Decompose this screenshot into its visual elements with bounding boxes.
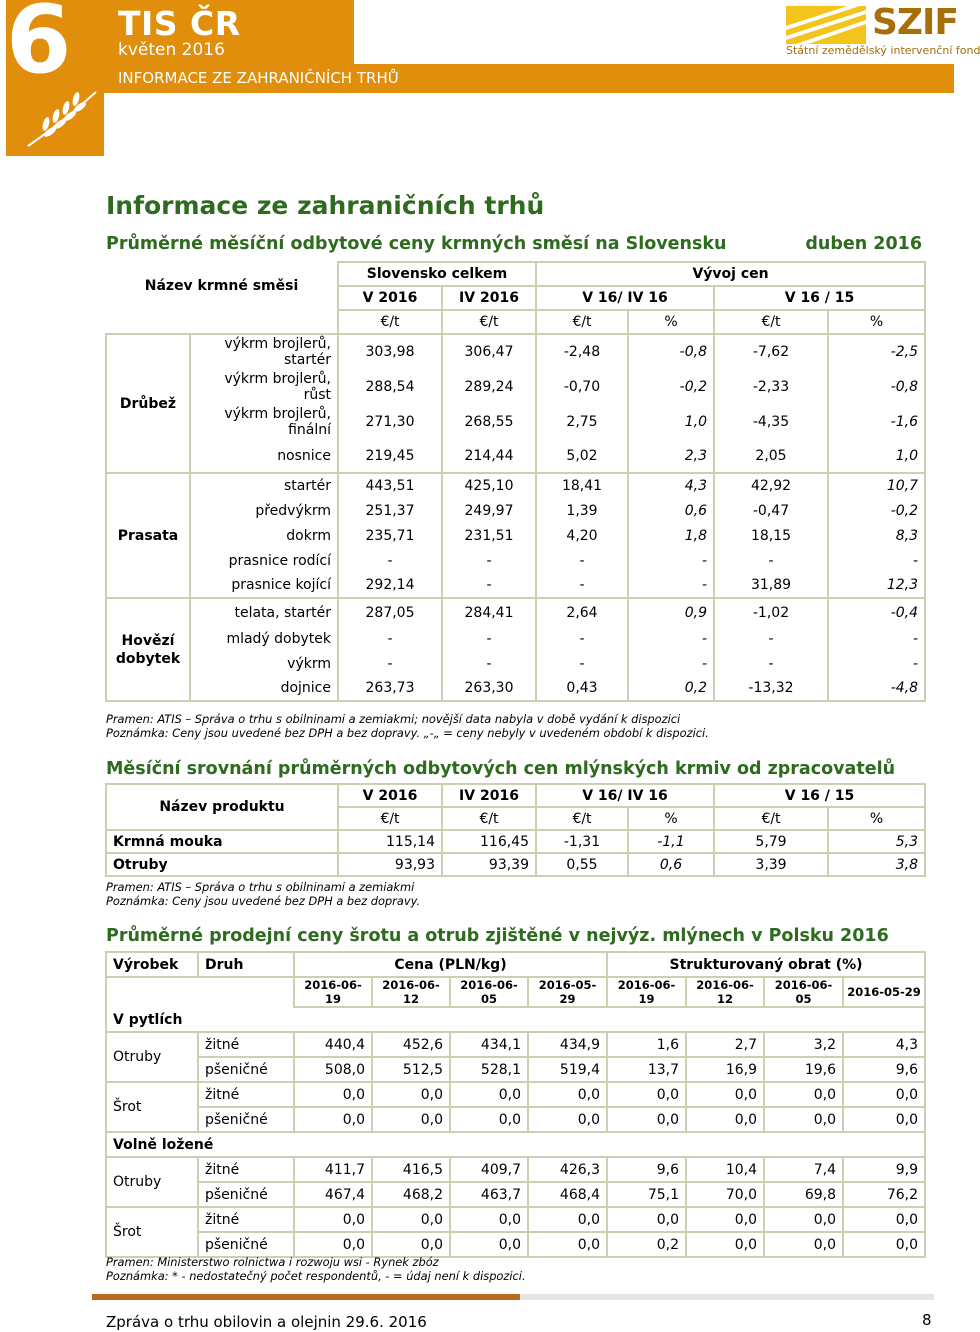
table-row xyxy=(106,1032,925,1057)
value-cell: 288,54 xyxy=(338,369,442,404)
szif-logo-text: SZIF xyxy=(872,2,959,43)
unit-cell: % xyxy=(628,310,714,334)
wheat-icon xyxy=(20,84,100,154)
unit-cell: % xyxy=(628,807,714,830)
value-cell: 468,4 xyxy=(528,1182,607,1207)
value-cell: 426,3 xyxy=(528,1157,607,1182)
value-cell: -0,8 xyxy=(828,369,925,404)
feed-name: prasnice rodící xyxy=(190,548,338,573)
value-cell: -4,35 xyxy=(714,404,828,439)
value-cell: 31,89 xyxy=(714,573,828,598)
value-cell: 0,0 xyxy=(686,1232,764,1257)
col-v16v15-header: V 16 / 15 xyxy=(714,286,925,310)
category-label: Volně ložené xyxy=(106,1132,925,1157)
type-label: žitné xyxy=(198,1157,294,1182)
type-label: pšeničné xyxy=(198,1107,294,1132)
value-cell: 0,0 xyxy=(294,1232,372,1257)
value-cell: - xyxy=(442,548,536,573)
value-cell: 1,8 xyxy=(628,523,714,548)
value-cell: 411,7 xyxy=(294,1157,372,1182)
value-cell: 0,0 xyxy=(372,1082,450,1107)
header-title: TIS ČR xyxy=(118,4,241,43)
value-cell: 268,55 xyxy=(442,404,536,439)
value-cell: - xyxy=(828,626,925,651)
unit-cell: €/t xyxy=(714,310,828,334)
value-cell: 0,0 xyxy=(372,1107,450,1132)
group-label-drubez: Drůbež xyxy=(106,334,190,473)
date-header: 2016-06-05 xyxy=(450,977,528,1007)
feed-prices-table xyxy=(105,261,926,702)
table-row xyxy=(106,473,925,498)
product-label: Otruby xyxy=(106,1032,198,1082)
feed-name: předvýkrm xyxy=(190,498,338,523)
value-cell: 2,05 xyxy=(714,439,828,473)
value-cell: 235,71 xyxy=(338,523,442,548)
value-cell: 3,8 xyxy=(828,853,925,876)
header-subtitle: květen 2016 xyxy=(118,40,225,60)
value-cell: 0,6 xyxy=(628,853,714,876)
value-cell: 18,41 xyxy=(536,473,628,498)
value-cell: - xyxy=(442,626,536,651)
value-cell: - xyxy=(536,651,628,676)
feed-name: výkrm brojlerů, finální xyxy=(190,404,338,439)
table-row xyxy=(106,548,925,573)
value-cell: - xyxy=(628,548,714,573)
value-cell: 519,4 xyxy=(528,1057,607,1082)
date-header: 2016-06-19 xyxy=(294,977,372,1007)
source-note: Pramen: ATIS – Správa o trhu s obilninami a zemiakmi; novější data nabyla v době vydání k dispozici xyxy=(106,712,681,726)
value-cell: -0,47 xyxy=(714,498,828,523)
value-cell: -7,62 xyxy=(714,334,828,369)
value-cell: -0,2 xyxy=(628,369,714,404)
table-row xyxy=(106,1082,925,1107)
value-cell: 1,6 xyxy=(607,1032,686,1057)
value-cell: 287,05 xyxy=(338,598,442,626)
col-header: V 16/ IV 16 xyxy=(536,784,714,807)
value-cell: 3,2 xyxy=(764,1032,843,1057)
table-row xyxy=(106,404,925,439)
value-cell: 219,45 xyxy=(338,439,442,473)
value-cell: 306,47 xyxy=(442,334,536,369)
unit-cell: % xyxy=(828,807,925,830)
value-cell: 0,0 xyxy=(528,1082,607,1107)
feed-name: nosnice xyxy=(190,439,338,473)
value-cell: 0,2 xyxy=(607,1232,686,1257)
value-cell: 5,79 xyxy=(714,830,828,853)
value-cell: 3,39 xyxy=(714,853,828,876)
table-row xyxy=(106,676,925,701)
value-cell: -2,33 xyxy=(714,369,828,404)
value-cell: - xyxy=(628,626,714,651)
issue-number: 6 xyxy=(6,0,68,95)
product-name: Otruby xyxy=(106,853,338,876)
value-cell: 0,0 xyxy=(686,1207,764,1232)
value-cell: 440,4 xyxy=(294,1032,372,1057)
value-cell: 0,0 xyxy=(607,1107,686,1132)
col-product-header: Výrobek xyxy=(106,952,198,977)
value-cell: 0,0 xyxy=(450,1232,528,1257)
product-label: Otruby xyxy=(106,1157,198,1207)
value-cell: 0,0 xyxy=(372,1232,450,1257)
value-cell: -0,70 xyxy=(536,369,628,404)
section3-title: Průměrné prodejní ceny šrotu a otrub zjištěné v nejvýz. mlýnech v Polsku 2016 xyxy=(106,926,889,946)
feed-name: mladý dobytek xyxy=(190,626,338,651)
group-label-prasata: Prasata xyxy=(106,473,190,598)
table-row xyxy=(106,523,925,548)
value-cell: 76,2 xyxy=(843,1182,925,1207)
value-cell: 214,44 xyxy=(442,439,536,473)
unit-cell: €/t xyxy=(536,310,628,334)
page-number: 8 xyxy=(922,1311,932,1329)
type-label: žitné xyxy=(198,1032,294,1057)
value-cell: 0,6 xyxy=(628,498,714,523)
value-cell: 9,9 xyxy=(843,1157,925,1182)
value-cell: - xyxy=(828,548,925,573)
value-cell: 8,3 xyxy=(828,523,925,548)
value-cell: 0,0 xyxy=(843,1082,925,1107)
type-label: žitné xyxy=(198,1082,294,1107)
table-row xyxy=(106,1207,925,1232)
mill-feed-table xyxy=(105,783,926,877)
unit-cell: % xyxy=(828,310,925,334)
feed-name: startér xyxy=(190,473,338,498)
table-row xyxy=(106,573,925,598)
source-note: Pramen: Ministerstwo rolnictwa i rozwoju wsi - Rynek zbóz xyxy=(106,1255,439,1269)
value-cell: 19,6 xyxy=(764,1057,843,1082)
value-cell: 528,1 xyxy=(450,1057,528,1082)
value-cell: 0,0 xyxy=(764,1232,843,1257)
col-price-header: Cena (PLN/kg) xyxy=(294,952,607,977)
value-cell: 69,8 xyxy=(764,1182,843,1207)
section1-period: duben 2016 xyxy=(805,234,922,254)
value-cell: 9,6 xyxy=(607,1157,686,1182)
feed-name: výkrm xyxy=(190,651,338,676)
group-label-hovezi: Hovězí dobytek xyxy=(106,598,190,701)
table-row xyxy=(106,1057,925,1082)
section2-title: Měsíční srovnání průměrných odbytových cen mlýnských krmiv od zpracovatelů xyxy=(106,759,896,779)
value-cell: 0,2 xyxy=(628,676,714,701)
value-cell: 452,6 xyxy=(372,1032,450,1057)
value-cell: 0,0 xyxy=(294,1082,372,1107)
table-row xyxy=(106,1182,925,1207)
value-cell: 0,0 xyxy=(528,1232,607,1257)
unit-cell: €/t xyxy=(338,310,442,334)
value-cell: 0,0 xyxy=(764,1107,843,1132)
value-cell: 93,39 xyxy=(442,853,536,876)
value-cell: 4,3 xyxy=(628,473,714,498)
value-cell: 0,0 xyxy=(450,1207,528,1232)
value-cell: 425,10 xyxy=(442,473,536,498)
value-cell: 0,0 xyxy=(607,1082,686,1107)
value-cell: 93,93 xyxy=(338,853,442,876)
value-cell: 0,0 xyxy=(450,1082,528,1107)
value-cell: -0,2 xyxy=(828,498,925,523)
col-v2016-header: V 2016 xyxy=(338,286,442,310)
col-dev-header: Vývoj cen xyxy=(536,262,925,286)
value-cell: 508,0 xyxy=(294,1057,372,1082)
col-header: V 2016 xyxy=(338,784,442,807)
value-cell: 0,0 xyxy=(764,1082,843,1107)
value-cell: 9,6 xyxy=(843,1057,925,1082)
value-cell: 512,5 xyxy=(372,1057,450,1082)
col-product-header: Název produktu xyxy=(106,784,338,830)
table-row xyxy=(106,1157,925,1182)
unit-cell: €/t xyxy=(714,807,828,830)
col-v16iv16-header: V 16/ IV 16 xyxy=(536,286,714,310)
value-cell: - xyxy=(536,573,628,598)
value-cell: - xyxy=(536,548,628,573)
value-cell: 263,73 xyxy=(338,676,442,701)
value-cell: - xyxy=(442,651,536,676)
value-cell: 0,0 xyxy=(528,1207,607,1232)
value-cell: 434,1 xyxy=(450,1032,528,1057)
value-cell: - xyxy=(714,626,828,651)
value-cell: -4,8 xyxy=(828,676,925,701)
value-cell: 0,43 xyxy=(536,676,628,701)
value-cell: 0,0 xyxy=(843,1107,925,1132)
table-row xyxy=(106,1232,925,1257)
value-cell: 0,0 xyxy=(843,1207,925,1232)
table-row xyxy=(106,830,925,853)
value-cell: 0,0 xyxy=(294,1207,372,1232)
product-label: Šrot xyxy=(106,1207,198,1257)
feed-name: výkrm brojlerů, startér xyxy=(190,334,338,369)
table-row xyxy=(106,1107,925,1132)
value-cell: 115,14 xyxy=(338,830,442,853)
remark-note: Poznámka: Ceny jsou uvedené bez DPH a bez dopravy. „-„ = ceny nebyly v uvedeném období k dispozici. xyxy=(106,726,709,740)
unit-cell: €/t xyxy=(536,807,628,830)
page-title: Informace ze zahraničních trhů xyxy=(106,191,545,220)
product-label: Šrot xyxy=(106,1082,198,1132)
type-label: žitné xyxy=(198,1207,294,1232)
col-name-header: Název krmné směsi xyxy=(144,278,299,294)
date-header: 2016-05-29 xyxy=(528,977,607,1007)
product-name: Krmná mouka xyxy=(106,830,338,853)
szif-logo-icon xyxy=(786,6,866,44)
footer-text: Zpráva o trhu obilovin a olejnin 29.6. 2016 xyxy=(106,1313,427,1331)
source-note: Pramen: ATIS – Správa o trhu s obilninami a zemiakmi xyxy=(106,880,415,894)
col-header: IV 2016 xyxy=(442,784,536,807)
category-label: V pytlích xyxy=(106,1007,925,1032)
value-cell: 10,7 xyxy=(828,473,925,498)
value-cell: -1,02 xyxy=(714,598,828,626)
feed-name: prasnice kojící xyxy=(190,573,338,598)
value-cell: 284,41 xyxy=(442,598,536,626)
section1-title: Průměrné měsíční odbytové ceny krmných směsí na Slovensku xyxy=(106,234,727,254)
value-cell: 0,0 xyxy=(843,1232,925,1257)
value-cell: 1,39 xyxy=(536,498,628,523)
value-cell: 10,4 xyxy=(686,1157,764,1182)
poland-prices-table xyxy=(105,951,926,1258)
value-cell: 0,0 xyxy=(607,1207,686,1232)
date-header: 2016-05-29 xyxy=(843,977,925,1007)
value-cell: -13,32 xyxy=(714,676,828,701)
value-cell: 12,3 xyxy=(828,573,925,598)
table-row xyxy=(106,334,925,369)
value-cell: 42,92 xyxy=(714,473,828,498)
table-row xyxy=(106,651,925,676)
value-cell: 251,37 xyxy=(338,498,442,523)
value-cell: - xyxy=(536,626,628,651)
feed-name: výkrm brojlerů, růst xyxy=(190,369,338,404)
value-cell: 116,45 xyxy=(442,830,536,853)
value-cell: 463,7 xyxy=(450,1182,528,1207)
value-cell: 75,1 xyxy=(607,1182,686,1207)
value-cell: - xyxy=(338,548,442,573)
col-header: V 16 / 15 xyxy=(714,784,925,807)
footer-bar-light xyxy=(520,1294,934,1300)
value-cell: -0,4 xyxy=(828,598,925,626)
value-cell: 2,3 xyxy=(628,439,714,473)
table-row xyxy=(106,598,925,626)
value-cell: 468,2 xyxy=(372,1182,450,1207)
value-cell: 7,4 xyxy=(764,1157,843,1182)
value-cell: 443,51 xyxy=(338,473,442,498)
value-cell: 1,0 xyxy=(828,439,925,473)
col-iv2016-header: IV 2016 xyxy=(442,286,536,310)
remark-note: Poznámka: Ceny jsou uvedené bez DPH a bez dopravy. xyxy=(106,894,421,908)
value-cell: 249,97 xyxy=(442,498,536,523)
value-cell: -1,6 xyxy=(828,404,925,439)
col-type-header: Druh xyxy=(198,952,294,977)
value-cell: 467,4 xyxy=(294,1182,372,1207)
value-cell: - xyxy=(828,651,925,676)
value-cell: 0,0 xyxy=(686,1082,764,1107)
unit-cell: €/t xyxy=(442,807,536,830)
table-row xyxy=(106,853,925,876)
table-row xyxy=(106,439,925,473)
value-cell: 1,0 xyxy=(628,404,714,439)
szif-logo-subtitle: Státní zemědělský intervenční fond xyxy=(786,44,980,57)
value-cell: 2,64 xyxy=(536,598,628,626)
value-cell: 18,15 xyxy=(714,523,828,548)
unit-cell: €/t xyxy=(338,807,442,830)
unit-cell: €/t xyxy=(442,310,536,334)
table-row xyxy=(106,626,925,651)
value-cell: -1,31 xyxy=(536,830,628,853)
value-cell: - xyxy=(714,548,828,573)
value-cell: 263,30 xyxy=(442,676,536,701)
col-struct-header: Strukturovaný obrat (%) xyxy=(607,952,925,977)
value-cell: 0,0 xyxy=(764,1207,843,1232)
value-cell: 0,9 xyxy=(628,598,714,626)
table-row xyxy=(106,498,925,523)
date-header: 2016-06-12 xyxy=(372,977,450,1007)
value-cell: 0,0 xyxy=(372,1207,450,1232)
value-cell: 0,0 xyxy=(528,1107,607,1132)
value-cell: 4,3 xyxy=(843,1032,925,1057)
value-cell: - xyxy=(714,651,828,676)
value-cell: -0,8 xyxy=(628,334,714,369)
value-cell: 5,02 xyxy=(536,439,628,473)
value-cell: - xyxy=(338,651,442,676)
feed-name: dokrm xyxy=(190,523,338,548)
value-cell: 16,9 xyxy=(686,1057,764,1082)
value-cell: 416,5 xyxy=(372,1157,450,1182)
value-cell: 0,0 xyxy=(294,1107,372,1132)
value-cell: 0,0 xyxy=(450,1107,528,1132)
feed-name: telata, startér xyxy=(190,598,338,626)
table-row xyxy=(106,369,925,404)
value-cell: 2,75 xyxy=(536,404,628,439)
value-cell: - xyxy=(338,626,442,651)
header-band-text: INFORMACE ZE ZAHRANIČNÍCH TRHŮ xyxy=(118,69,399,87)
type-label: pšeničné xyxy=(198,1232,294,1257)
value-cell: -1,1 xyxy=(628,830,714,853)
value-cell: 13,7 xyxy=(607,1057,686,1082)
value-cell: 4,20 xyxy=(536,523,628,548)
value-cell: 289,24 xyxy=(442,369,536,404)
col-sk-header: Slovensko celkem xyxy=(338,262,536,286)
value-cell: 231,51 xyxy=(442,523,536,548)
type-label: pšeničné xyxy=(198,1182,294,1207)
value-cell: 2,7 xyxy=(686,1032,764,1057)
remark-note: Poznámka: * - nedostatečný počet respondentů, - = údaj není k dispozici. xyxy=(106,1269,526,1283)
value-cell: 409,7 xyxy=(450,1157,528,1182)
value-cell: 303,98 xyxy=(338,334,442,369)
value-cell: 292,14 xyxy=(338,573,442,598)
value-cell: - xyxy=(442,573,536,598)
type-label: pšeničné xyxy=(198,1057,294,1082)
value-cell: - xyxy=(628,573,714,598)
feed-name: dojnice xyxy=(190,676,338,701)
value-cell: -2,48 xyxy=(536,334,628,369)
value-cell: 434,9 xyxy=(528,1032,607,1057)
value-cell: 0,55 xyxy=(536,853,628,876)
value-cell: 70,0 xyxy=(686,1182,764,1207)
date-header: 2016-06-19 xyxy=(607,977,686,1007)
value-cell: 5,3 xyxy=(828,830,925,853)
value-cell: 271,30 xyxy=(338,404,442,439)
value-cell: -2,5 xyxy=(828,334,925,369)
date-header: 2016-06-12 xyxy=(686,977,764,1007)
value-cell: - xyxy=(628,651,714,676)
value-cell: 0,0 xyxy=(686,1107,764,1132)
date-header: 2016-06-05 xyxy=(764,977,843,1007)
